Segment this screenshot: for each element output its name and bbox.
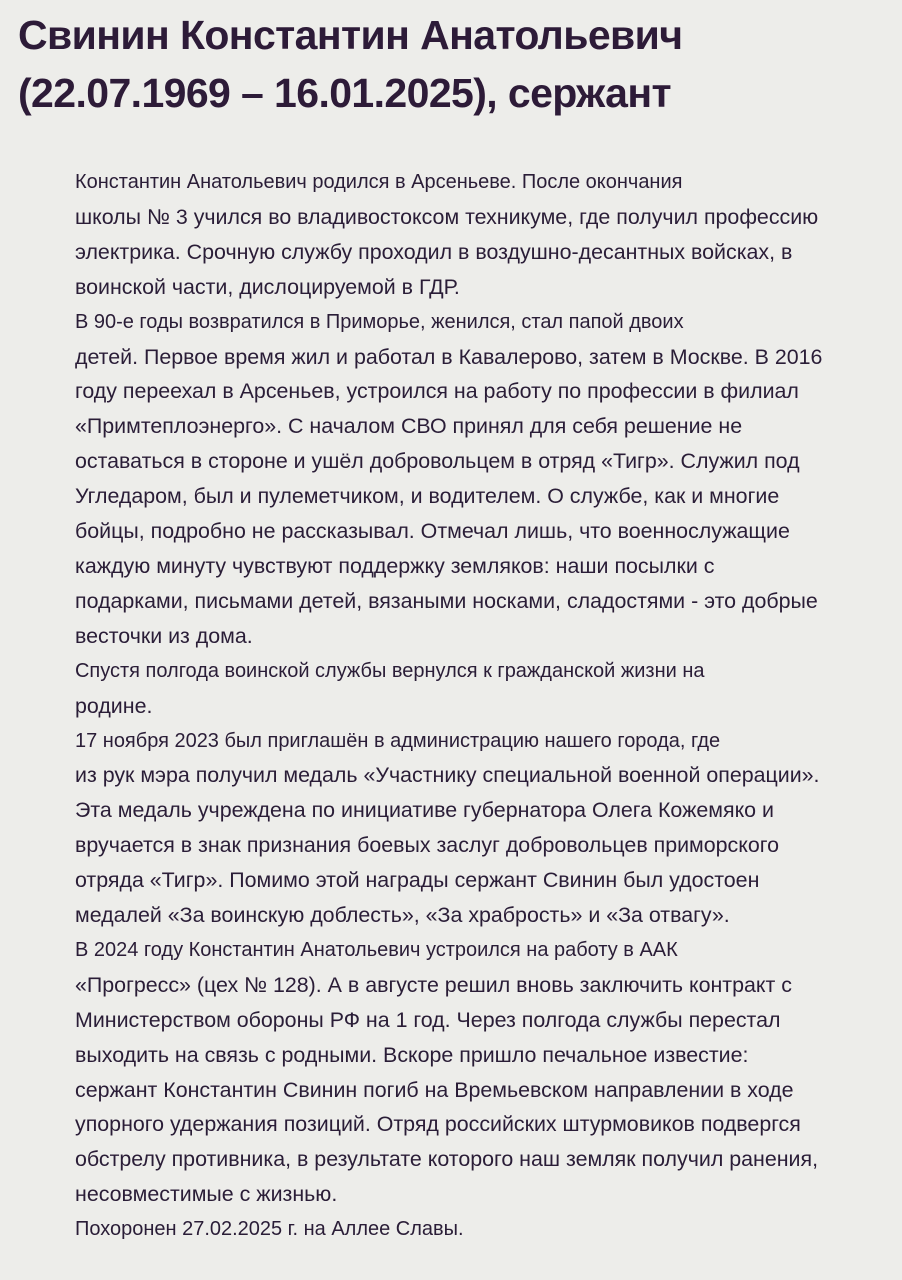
paragraph-awards: [18, 724, 888, 933]
text-line: бойцы, подробно не рассказывал. Отмечал лишь, что военнослужащие: [75, 519, 790, 544]
text-line: обстрелу противника, в результате которого наш земляк получил ранения,: [75, 1147, 819, 1172]
text-line: оставаться в стороне и ушёл добровольцем в отряд «Тигр». Служил под: [75, 449, 800, 474]
text-line: «Примтеплоэнерго». С началом СВО принял для себя решение не: [75, 414, 743, 439]
text-line: 17 ноября 2023 был приглашён в администрацию нашего города, где: [75, 729, 721, 752]
text-line: сержант Константин Свинин погиб на Времьевском направлении в ходе: [75, 1077, 794, 1102]
paragraph-family-and-service: [18, 305, 888, 654]
text-line: Похоронен 27.02.2025 г. на Аллее Славы.: [75, 1218, 464, 1241]
text-line: из рук мэра получил медаль «Участнику специальной военной операции».: [75, 763, 820, 788]
paragraph-contract-and-death: [18, 933, 888, 1212]
text-line: выходить на связь с родными. Вскоре пришло печальное известие:: [75, 1042, 749, 1067]
text-line: весточки из дома.: [75, 623, 253, 648]
paragraph-burial: [18, 1212, 888, 1247]
text-line: детей. Первое время жил и работал в Кавалерово, затем в Москве. В 2016: [75, 344, 823, 369]
text-line: упорного удержания позиций. Отряд российских штурмовиков подвергся: [75, 1112, 801, 1137]
article-body: [18, 165, 888, 1247]
text-line: Угледаром, был и пулеметчиком, и водителем. О службе, как и многие: [75, 484, 780, 509]
text-line: отряда «Тигр». Помимо этой награды сержант Свинин был удостоен: [75, 868, 760, 893]
text-line: Министерством обороны РФ на 1 год. Через полгода службы перестал: [75, 1007, 781, 1032]
text-line: несовместимые с жизнью.: [75, 1182, 338, 1207]
paragraph-biography-early: [18, 165, 888, 305]
text-line: Константин Анатольевич родился в Арсеньеве. После окончания: [75, 171, 683, 193]
text-line: электрика. Срочную службу проходил в воздушно-десантных войсках, в: [75, 239, 793, 264]
text-line: Эта медаль учреждена по инициативе губернатора Олега Кожемяко и: [75, 798, 774, 823]
text-line: школы № 3 учился во владивостоксом техникуме, где получил профессию: [75, 204, 819, 229]
text-line: каждую минуту чувствуют поддержку земляков: наши посылки с: [75, 553, 715, 578]
text-line: воинской части, дислоцируемой в ГДР.: [75, 274, 460, 299]
text-line: медалей «За воинскую доблесть», «За храбрость» и «За отвагу».: [75, 903, 730, 928]
text-line: родине.: [75, 693, 153, 718]
text-line: В 2024 году Константин Анатольевич устроился на работу в ААК: [75, 938, 678, 961]
text-line: В 90-е годы возвратился в Приморье, женился, стал папой двоих: [75, 310, 684, 333]
title-name-line: Свинин Константин Анатольевич: [18, 12, 683, 58]
text-line: Спустя полгода воинской службы вернулся к гражданской жизни на: [75, 659, 705, 682]
text-line: подарками, письмами детей, вязаными носками, сладостями - это добрые: [75, 588, 818, 613]
text-line: вручается в знак признания боевых заслуг добровольцев приморского: [75, 833, 779, 858]
title-dates-rank-line: (22.07.1969 – 16.01.2025), сержант: [18, 70, 671, 116]
text-line: «Прогресс» (цех № 128). А в августе решил вновь заключить контракт с: [75, 972, 792, 997]
paragraph-return-home: [18, 654, 888, 724]
text-line: году переехал в Арсеньев, устроился на работу по профессии в филиал: [75, 379, 799, 404]
article-title: [18, 6, 682, 122]
